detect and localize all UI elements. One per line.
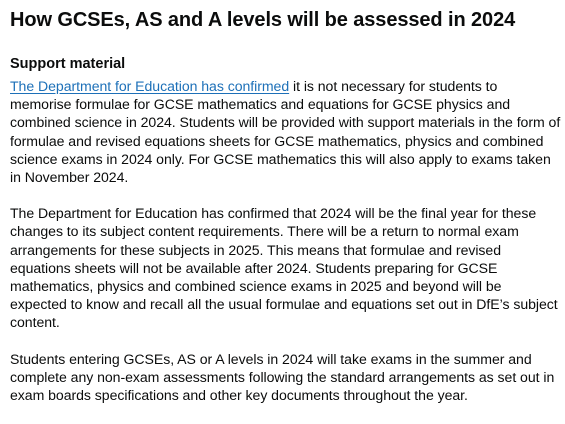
paragraph-support-material — [10, 77, 562, 186]
page-title: How GCSEs, AS and A levels will be assessed in 2024 — [10, 9, 516, 31]
dfe-confirmed-link[interactable]: The Department for Education has confirmed — [10, 78, 290, 94]
paragraph-1-text: it is not necessary for students to memorise formulae for GCSE mathematics and equations for GCSE physics and combined science in 2024. Students will be provided with support materials in the form of formulae and revised equations sheets for GCSE mathematics, physics and combined science exams in 2024 only. For GCSE mathematics this will also apply to exams taken in November 2024. — [10, 78, 561, 186]
main-content — [10, 0, 562, 404]
section-heading: Support material — [10, 56, 126, 72]
paragraph-final-year: The Department for Education has confirmed that 2024 will be the final year for these changes to its subject content requirements. There will be a return to normal exam arrangements for these subjects in 2025. This means that formulae and revised equations sheets will not be available after 2024. Students preparing for GCSE mathematics, physics and combined science exams in 2025 and beyond will be expected to know and recall all the usual formulae and equations set out in DfE’s subject content. — [10, 205, 558, 331]
paragraph-standard-arrangements: Students entering GCSEs, AS or A levels in 2024 will take exams in the summer and complete any non-exam assessments following the standard arrangements as set out in exam boards specifications and other key documents throughout the year. — [10, 350, 555, 404]
